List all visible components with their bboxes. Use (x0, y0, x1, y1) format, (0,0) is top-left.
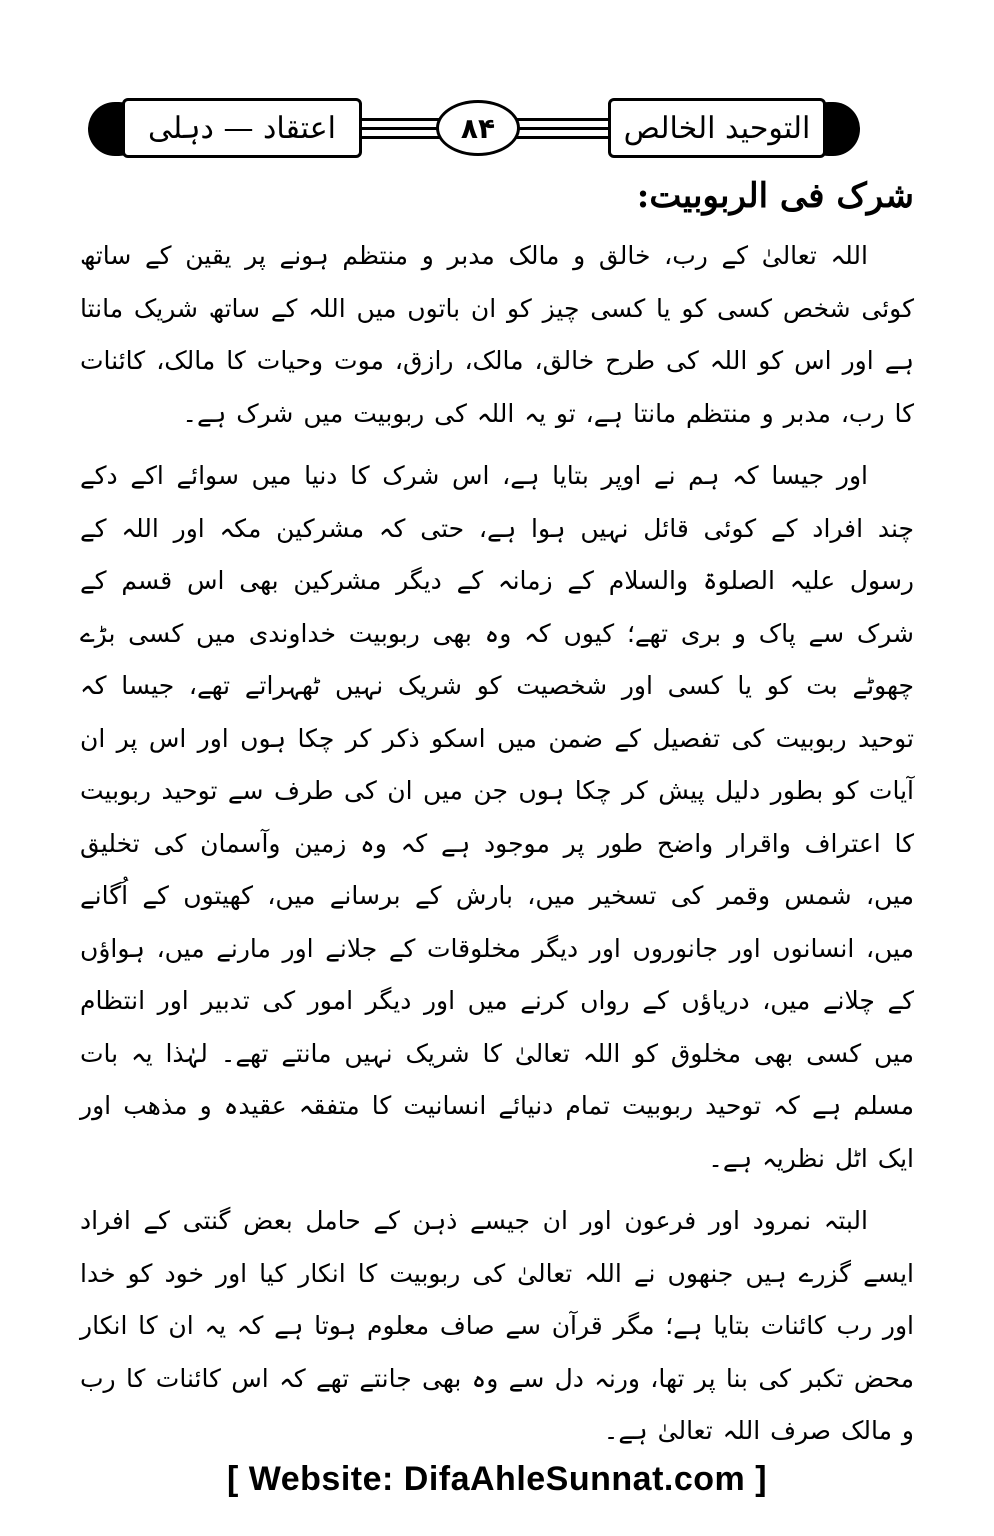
running-header (88, 96, 860, 160)
page-body (80, 168, 914, 1468)
section-heading: شرک فی الربوبیت: (636, 176, 914, 216)
header-section-label: اعتقاد — دہلی (122, 98, 362, 158)
header-book-title: التوحید الخالص (608, 98, 826, 158)
paragraph: البتہ نمرود اور فرعون اور ان جیسے ذہن کے حامل بعض گنتی کے افراد ایسے گزرے ہیں جنھوں نے اللہ تعالیٰ کی ربوبیت کا انکار کیا اور خود کو خدا اور رب کائنات بتایا ہے؛ مگر قرآن سے صاف معلوم ہوتا ہے کہ یہ ان کا انکار محض تکبر کی بنا پر تھا، ورنہ دل سے وہ بھی جانتے تھے کہ اس کائنات کا رب و مالک صرف اللہ تعالیٰ ہے۔ (80, 1206, 914, 1445)
paragraph: اور جیسا کہ ہم نے اوپر بتایا ہے، اس شرک کا دنیا میں سوائے اکے دکے چند افراد کے کوئی قائل نہیں ہوا ہے، حتی کہ مشرکین مکہ اور اللہ کے رسول علیہ الصلوۃ والسلام کے زمانہ کے دیگر مشرکین بھی اس قسم کے شرک سے پاک و بری تھے؛ کیوں کہ وہ بھی ربوبیت خداوندی میں کسی بڑے چھوٹے بت کو یا کسی اور شخصیت کو شریک نہیں ٹھہراتے تھے، جیسا کہ توحید ربوبیت کی تفصیل کے ضمن میں اسکو ذکر کر چکا ہوں اور اس پر ان آیات کو بطور دلیل پیش کر چکا ہوں جن میں ان کی طرف سے توحید ربوبیت کا اعتراف واقرار واضح طور پر موجود ہے کہ وہ زمین وآسمان کی تخلیق میں، شمس وقمر کی تسخیر میں، بارش کے برسانے میں، کھیتوں کے اُگانے میں، انسانوں اور جانوروں اور دیگر مخلوقات کے جلانے اور مارنے میں، ہواؤں کے چلانے میں، دریاؤں کے رواں کرنے میں اور دیگر امور کی تدبیر اور انتظام میں کسی بھی مخلوق کو اللہ تعالیٰ کا شریک نہیں مانتے تھے۔ لہٰذا یہ بات مسلم ہے کہ توحید ربوبیت تمام دنیائے انسانیت کا متفقہ عقیدہ و مذھب اور ایک اٹل نظریہ ہے۔ (80, 461, 914, 1173)
paragraph: اللہ تعالیٰ کے رب، خالق و مالک مدبر و منتظم ہونے پر یقین کے ساتھ کوئی شخص کسی کو یا کسی چیز کو ان باتوں میں اللہ کے ساتھ شریک مانتا ہے اور اس کو اللہ کی طرح خالق، مالک، رازق، موت وحیات کا مالک، کائنات کا رب، مدبر و منتظم مانتا ہے، تو یہ اللہ کی ربوبیت میں شرک ہے۔ (80, 241, 914, 428)
website-footer: [ Website: DifaAhleSunnat.com ] (226, 1460, 768, 1498)
page-number: ۸۴ (436, 100, 520, 156)
